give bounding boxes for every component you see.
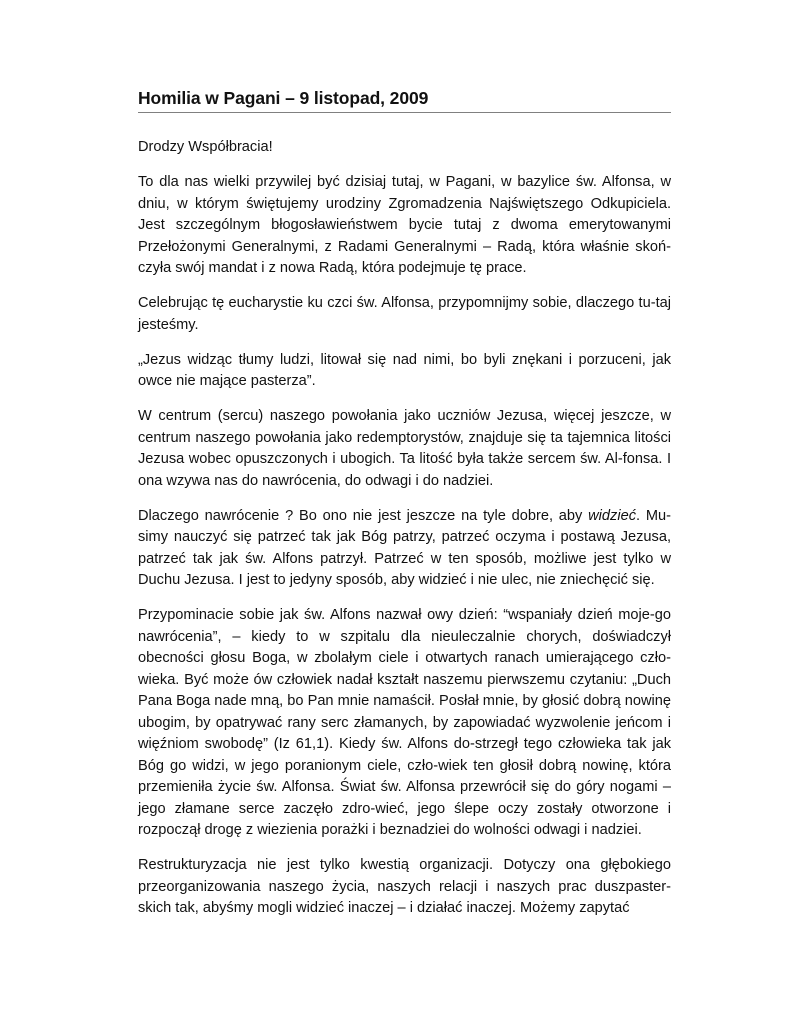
greeting: Drodzy Współbracia! [138,139,273,155]
document-page [138,86,671,920]
paragraph-5-start: Dlaczego nawrócenie ? Bo ono nie jest jeszcze na tyle dobre, aby [138,507,589,524]
paragraph-5-italic: widzieć [588,507,636,524]
paragraph-6: Przypominacie sobie jak św. Alfons nazwał owy dzień: “wspaniały dzień moje-go nawrócenia”, – kiedy to w szpitalu dla nieuleczalnie chorych, doświadczył obecności głosu Boga, w zbolałym ciele i otwartych ranach umierającego czło-wieka. Być może ów człowiek nadał kształt naszemu pierwszemu czytaniu: „Duch Pana Boga nade mną, bo Pan mnie namaścił. Posłał mnie, by głosić dobrą nowinę ubogim, by opatrywać rany serc złamanych, by zapowiadać wyzwolenie jeńcom i więźniom swobodę” (Iz 61,1). Kiedy św. Alfons do-strzegł tego człowieka tak jak Bóg go widzi, w jego poranionym ciele, czło-wiek ten głosił dobrą nowinę, która przemieniła życie św. Alfonsa. Świat św. Alfonsa przewrócił się do góry nogami – jego złamane serce zaczęło zdro-wieć, jego ślepe oczy zostały otworzone i rozpoczął drogę z wiezienia porażki i beznadziei do wolności odwagi i nadziei. [138,607,671,838]
paragraph-5 [138,506,671,592]
paragraph-5-end: . Mu-simy nauczyć się patrzeć tak jak Bóg patrzy, patrzeć oczyma i postawą Jezusa, patrzeć tak jak św. Alfons patrzył. Patrzeć w ten sposób, możliwe jest tylko w Duchu Jezusa. I jest to jedyny sposób, aby widzieć i nie ulec, nie zniechęcić się. [138,507,671,588]
paragraph-3-quote: „Jezus widząc tłumy ludzi, litował się nad nimi, bo byli znękani i porzuceni, jak owce nie mające pasterza”. [138,351,671,389]
paragraph-4: W centrum (sercu) naszego powołania jako uczniów Jezusa, więcej jeszcze, w centrum naszego powołania jako redemptorystów, znajduje się ta tajemnica litości Jezusa wobec opuszczonych i ubogich. Ta litość była także sercem św. Al-fonsa. I ona wzywa nas do nawrócenia, do odwagi i do nadziei. [138,408,671,489]
paragraph-2: Celebrując tę eucharystie ku czci św. Alfonsa, przypomnijmy sobie, dlaczego tu-taj jesteśmy. [138,295,671,333]
paragraph-7: Restrukturyzacja nie jest tylko kwestią organizacji. Dotyczy ona głębokiego przeorganizowania naszego życia, naszych relacji i naszych prac duszpaster-skich tak, abyśmy mogli widzieć inaczej – i działać inaczej. Możemy zapytać [138,857,671,916]
paragraph-1: To dla nas wielki przywilej być dzisiaj tutaj, w Pagani, w bazylice św. Alfonsa, w dniu, w którym świętujemy urodziny Zgromadzenia Najświętszego Odkupiciela. Jest szczególnym błogosławieństwem bycie tutaj z dwoma emerytowanymi Przełożonymi Generalnymi, z Radami Generalnymi – Radą, która właśnie skoń-czyła swój mandat i z nowa Radą, która podejmuje tę prace. [138,174,671,276]
document-title: Homilia w Pagani – 9 listopad, 2009 [138,86,671,113]
